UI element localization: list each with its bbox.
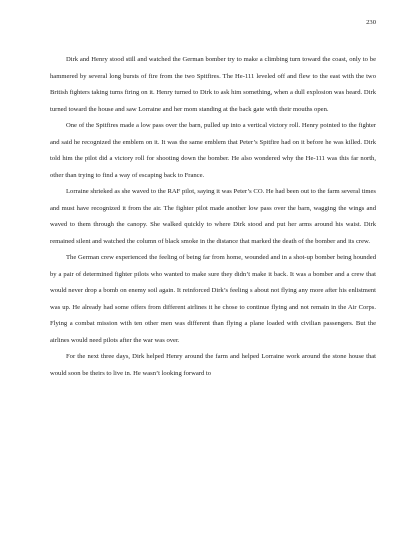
body-text — [50, 52, 376, 382]
page-number: 230 — [366, 19, 376, 26]
paragraph: Dirk and Henry stood still and watched the German bomber try to make a climbing turn toward the coast, only to be hammered by several long bursts of fire from the two Spitfires. The He-111 leveled off and flew to the east with the two British fighters taking turns firing on it. Henry turned to Dirk to ask him something, when a dull explosion was heard. Dirk turned toward the house and saw Lorraine and her mom standing at the back gate with their mouths open. — [50, 56, 376, 113]
paragraph: The German crew experienced the feeling of being far from home, wounded and in a shot-up bomber being hounded by a pair of determined fighter pilots who wanted to make sure they didn’t make it back. It was a bomber and a crew that would never drop a bomb on enemy soil again. It reinforced Dirk’s feeling s about not flying any more after his enlistment was up. He already had some offers from different airlines it he chose to continue flying and not remain in the Air Corps. Flying a combat mission with ten other men was different than flying a plane loaded with civilian passengers. But the airlines would need pilots after the war was over. — [50, 254, 376, 344]
paragraph: Lorraine shrieked as she waved to the RAF pilot, saying it was Peter’s CO. He had been out to the farm several times and must have recognized it from the air. The fighter pilot made another low pass over the barn, wagging the wings and waved to them through the canopy. She walked quickly to where Dirk stood and put her arms around his waist. Dirk remained silent and watched the column of black smoke in the distance that marked the death of the bomber and its crew. — [50, 188, 376, 245]
paragraph: For the next three days, Dirk helped Henry around the farm and helped Lorraine work around the stone house that would soon be theirs to live in. He wasn’t looking forward to — [50, 353, 376, 377]
paragraph: One of the Spitfires made a low pass over the barn, pulled up into a vertical victory roll. Henry pointed to the fighter and said he recognized the emblem on it. It was the same emblem that Peter’s Spitfire had on it before he was killed. Dirk told him the pilot did a victory roll for shooting down the bomber. He also wondered why the He-111 was this far north, other than trying to find a way of escaping back to France. — [50, 122, 376, 179]
